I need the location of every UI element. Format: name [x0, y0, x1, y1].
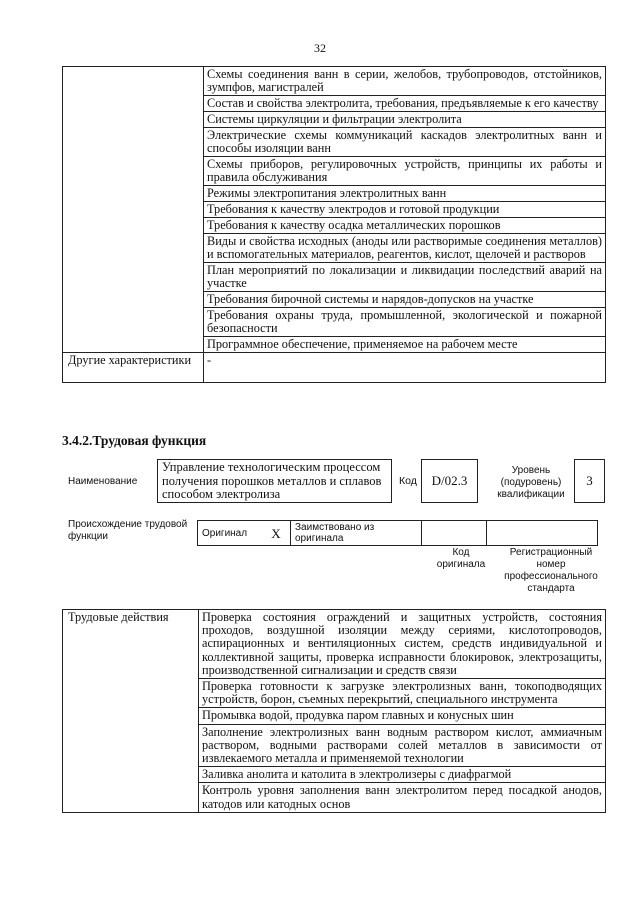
code-label: Код — [399, 475, 417, 487]
table-row — [63, 67, 606, 96]
knowledge-item: Требования к качеству электродов и готовой продукции — [204, 202, 606, 218]
knowledge-item: План мероприятий по локализации и ликвидации последствий аварий на участке — [204, 263, 606, 292]
labor-action-item: Проверка состояния ограждений и защитных устройств, состояния проходов, воздушной изоляции между сериями, кислотопроводов, аспирационных и вентиляционных систем, средств индивидуальной и коллективной защиты, проверка исправности блокировок, электрозащиты, производственной сигнализации и средств связи — [199, 610, 606, 679]
origin-table — [197, 520, 598, 546]
other-characteristics-label: Другие характеристики — [63, 353, 204, 383]
level-label: Уровень (подуровень) квалификации — [497, 465, 565, 500]
function-code: D/02.3 — [421, 459, 478, 503]
knowledge-table — [62, 66, 606, 383]
section-title: 3.4.2.Трудовая функция — [62, 433, 207, 448]
labor-actions-table — [62, 609, 606, 813]
labor-actions-label: Трудовые действия — [63, 610, 199, 813]
original-label: Оригинал — [198, 521, 263, 546]
knowledge-item: Требования бирочной системы и нарядов-допусков на участке — [204, 292, 606, 308]
knowledge-item: Схемы приборов, регулировочных устройств, принципы их работы и правила обслуживания — [204, 157, 606, 186]
code-original-cell — [422, 521, 487, 546]
name-label: Наименование — [68, 476, 138, 487]
table-row — [63, 353, 606, 383]
knowledge-item: Электрические схемы коммуникаций каскадов электролитных ванн и способы изоляции ванн — [204, 128, 606, 157]
qualification-level: 3 — [574, 459, 605, 503]
knowledge-item: Схемы соединения ванн в серии, желобов, трубопроводов, отстойников, зумпфов, магистралей — [204, 67, 606, 96]
code-original-caption: Код оригинала — [436, 547, 486, 570]
other-characteristics-value: - — [204, 353, 606, 383]
reg-number-cell — [487, 521, 598, 546]
labor-action-item: Заполнение электролизных ванн водным раствором кислот, аммиачным раствором, водными растворами солей металлов в зависимости от извлекаемого металла и применяемой технологии — [199, 724, 606, 767]
knowledge-item: Требования охраны труда, промышленной, экологической и пожарной безопасности — [204, 308, 606, 337]
page-number: 32 — [314, 41, 326, 55]
labor-action-item: Контроль уровня заполнения ванн электролитом перед посадкой анодов, катодов или катодных основ — [199, 783, 606, 812]
reg-number-caption: Регистрационный номер профессионального стандарта — [504, 547, 598, 594]
function-name: Управление технологическим процессом получения порошков металлов и сплавов способом электролиза — [157, 459, 392, 503]
knowledge-label-cell — [63, 67, 204, 353]
origin-label: Происхождение трудовой функции — [68, 519, 188, 542]
borrowed-label: Заимствовано из оригинала — [291, 521, 422, 546]
knowledge-item: Требования к качеству осадка металлических порошков — [204, 218, 606, 234]
original-mark: X — [262, 521, 291, 546]
knowledge-item: Состав и свойства электролита, требования, предъявляемые к его качеству — [204, 96, 606, 112]
labor-action-item: Заливка анолита и католита в электролизеры с диафрагмой — [199, 767, 606, 783]
labor-action-item: Промывка водой, продувка паром главных и конусных шин — [199, 708, 606, 724]
knowledge-item: Виды и свойства исходных (аноды или растворимые соединения металлов) и вспомогательных материалов, реагентов, кислот, щелочей и растворов — [204, 234, 606, 263]
knowledge-item: Программное обеспечение, применяемое на рабочем месте — [204, 337, 606, 353]
labor-action-item: Проверка готовности к загрузке электролизных ванн, токоподводящих устройств, борон, съемных перекрытий, специального инструмента — [199, 679, 606, 708]
table-row — [63, 610, 606, 679]
knowledge-item: Режимы электропитания электролитных ванн — [204, 186, 606, 202]
knowledge-item: Системы циркуляции и фильтрации электролита — [204, 112, 606, 128]
